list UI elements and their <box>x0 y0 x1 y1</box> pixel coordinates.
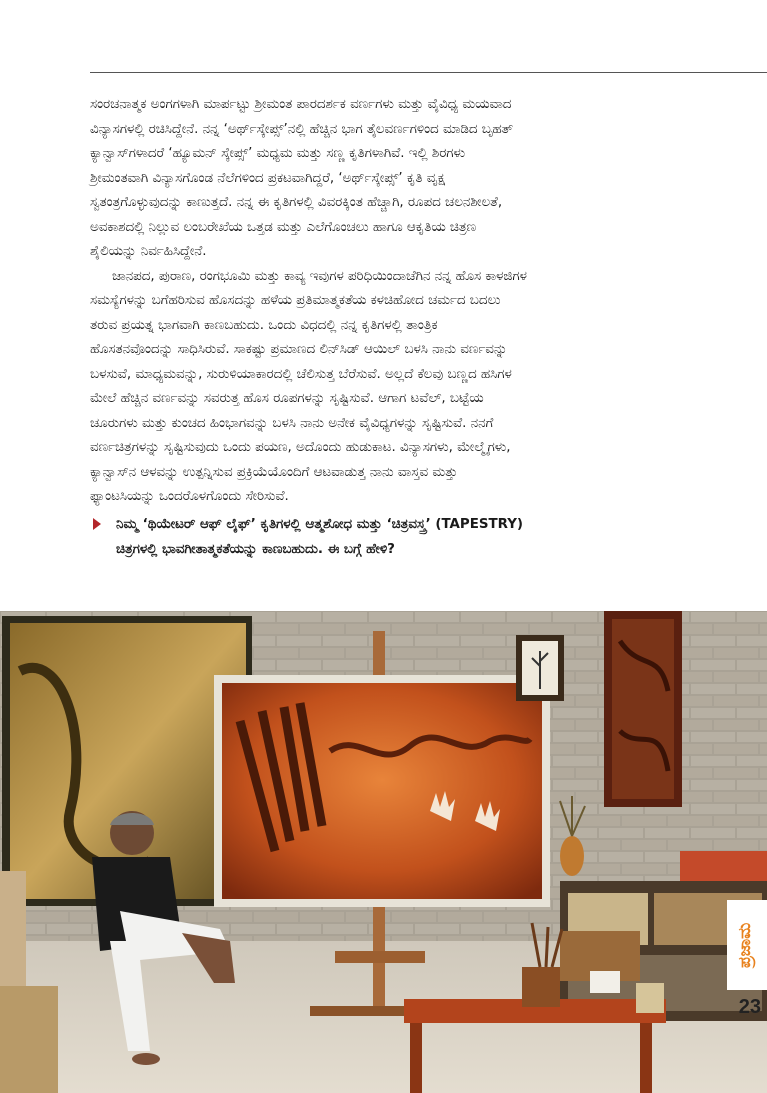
paragraph-1 <box>90 93 750 265</box>
p2-line: ಬಳಸುವೆ, ಮಾಧ್ಯಮವನ್ನು, ಸುರುಳಿಯಾಕಾರದಲ್ಲಿ ಚೆಲಿಸುತ್ತ ಬೆರೆಸುವೆ. ಅಲ್ಲದೆ ಕೆಲವು ಬಣ್ಣದ ಹಸಿಗಳ <box>90 366 512 382</box>
p2-line: ತರುವ ಪ್ರಯತ್ನ ಭಾಗವಾಗಿ ಕಾಣಬಹುದು. ಒಂದು ವಿಧದಲ್ಲಿ ನನ್ನ ಕೃತಿಗಳಲ್ಲಿ ತಾಂತ್ರಿಕ <box>90 317 438 333</box>
question-arrow-icon <box>93 518 101 530</box>
paragraph-2 <box>90 265 750 510</box>
p1-line: ಸ್ವತಂತ್ರಗೊಳ್ಳುವುದನ್ನು ಕಾಣುತ್ತದೆ. ನನ್ನ ಈ ಕೃತಿಗಳಲ್ಲಿ ವಿವರಕ್ಕಿಂತ ಹೆಚ್ಚಾಗಿ, ರೂಪದ ಚಲನಶೀಲತೆ, <box>90 195 503 210</box>
article-text <box>90 93 750 510</box>
page-number: 23 <box>738 996 761 1018</box>
magazine-logo <box>727 900 767 990</box>
p2-line: ಕ್ಯಾನ್ವಾಸ್‌ನ ಆಳವನ್ನು ಉತ್ಪನ್ನಿಸುವ ಪ್ರಕ್ರಿಯೆಯೊಂದಿಗೆ ಆಟವಾಡುತ್ತ ನಾನು ವಾಸ್ತವ ಮತ್ತು <box>90 464 458 480</box>
question-line: ನಿಮ್ಮ ‘ಥಿಯೇಟರ್ ಆಫ್ ಲೈಫ್’ ಕೃತಿಗಳಲ್ಲಿ ಆತ್ಮಶೋಧ ಮತ್ತು ‘ಚಿತ್ರವಸ್ತ್ರ’ (TAPESTRY) <box>116 517 524 532</box>
p1-line: ಅವಕಾಶದಲ್ಲಿ ನಿಲ್ಲುವ ಲಂಬರೇಖೆಯ ಒತ್ತಡ ಮತ್ತು ಎಲೆಗೊಂಚಲು ಹಾಗೂ ಆಕೃತಿಯ ಚಿತ್ರಣ <box>90 219 477 235</box>
p2-line: ಚೂರುಗಳು ಮತ್ತು ಕುಂಚದ ಹಿಂಭಾಗವನ್ನು ಬಳಸಿ ನಾನು ಅನೇಕ ವೈವಿಧ್ಯಗಳನ್ನು ಸೃಷ್ಟಿಸುವೆ. ನನಗೆ <box>90 415 494 431</box>
p1-line: ಶ್ರೀಮಂತವಾಗಿ ವಿನ್ಯಾಸಗೊಂಡ ನೆಲೆಗಳಿಂದ ಪ್ರಕಟವಾಗಿದ್ದರೆ, ‘ಅರ್ಥ್‌ಸ್ಕೇಪ್ಸ್’ ಕೃತಿ ವೃಕ್ಷ <box>90 170 446 186</box>
p1-line: ಸಂರಚನಾತ್ಮಕ ಅಂಗಗಳಾಗಿ ಮಾರ್ಪಟ್ಟು ಶ್ರೀಮಂತ ಪಾರದರ್ಶಕ ವರ್ಣಗಳು ಮತ್ತು ವೈವಿಧ್ಯ ಮಯವಾದ <box>90 97 512 112</box>
interview-question <box>96 513 736 562</box>
p1-line: ಶೈಲಿಯನ್ನು ನಿರ್ವಹಿಸಿದ್ದೇನೆ. <box>90 244 207 259</box>
header-rule <box>90 72 767 73</box>
studio-photo <box>0 611 767 1093</box>
p1-line: ವಿನ್ಯಾಸಗಳಲ್ಲಿ ರಚಿಸಿದ್ದೇನೆ. ನನ್ನ ‘ಅರ್ಥ್‌ಸ್ಕೇಪ್ಸ್’ನಲ್ಲಿ ಹೆಚ್ಚಿನ ಭಾಗ ತೈಲವರ್ಣಗಳಿಂದ ಮಾಡಿದ ಬೃಹತ್ <box>90 121 514 137</box>
p2-line: ಫ್ಯಾಂಟಸಿಯನ್ನು ಒಂದರೊಳಗೊಂದು ಸೇರಿಸುವೆ. <box>90 489 289 504</box>
magazine-logo-text: ಪ್ರಜಾಮ <box>735 922 754 968</box>
p2-line: ಜಾನಪದ, ಪುರಾಣ, ರಂಗಭೂಮಿ ಮತ್ತು ಕಾವ್ಯ ಇವುಗಳ ಪರಿಧಿಯಿಂದಾಚೆಗಿನ ನನ್ನ ಹೊಸ ಕಾಳಜಿಗಳ <box>112 268 527 284</box>
p1-line: ಕ್ಯಾನ್ವಾಸ್‌ಗಳಾದರೆ ‘ಹ್ಯೂಮನ್ ಸ್ಕೇಪ್ಸ್’ ಮಧ್ಯಮ ಮತ್ತು ಸಣ್ಣ ಕೃತಿಗಳಾಗಿವೆ. ಇಲ್ಲಿ ಶಿರಗಳು <box>90 146 466 161</box>
p2-line: ಮೇಲೆ ಹೆಚ್ಚಿನ ವರ್ಣವನ್ನು ಸವರುತ್ತ ಹೊಸ ರೂಪಗಳನ್ನು ಸೃಷ್ಟಿಸುವೆ. ಆಗಾಗ ಟವೆಲ್, ಬಟ್ಟೆಯ <box>90 391 484 406</box>
question-line: ಚಿತ್ರಗಳಲ್ಲಿ ಭಾವಗೀತಾತ್ಮಕತೆಯನ್ನು ಕಾಣಬಹುದು. ಈ ಬಗ್ಗೆ ಹೇಳಿ? <box>116 541 395 557</box>
p2-line: ಹೊಸತನವೊಂದನ್ನು ಸಾಧಿಸಿರುವೆ. ಸಾಕಷ್ಟು ಪ್ರಮಾಣದ ಲಿನ್‌ಸಿಡ್ ಆಯಿಲ್ ಬಳಸಿ ನಾನು ವರ್ಣವನ್ನು <box>90 342 508 357</box>
p2-line: ವರ್ಣಚಿತ್ರಗಳನ್ನು ಸೃಷ್ಟಿಸುವುದು ಒಂದು ಪಯಣ, ಅದೊಂದು ಹುಡುಕಾಟ. ವಿನ್ಯಾಸಗಳು, ಮೇಲ್ಮೈಗಳು, <box>90 440 511 455</box>
p2-line: ಸಮಸ್ಯೆಗಳನ್ನು ಬಗೆಹರಿಸುವ ಹೊಸದನ್ನು ಹಳೆಯ ಪ್ರತಿಮಾತ್ಮಕತೆಯ ಕಳಚಿಹೋದ ಚರ್ಮದ ಬದಲು <box>90 293 501 308</box>
